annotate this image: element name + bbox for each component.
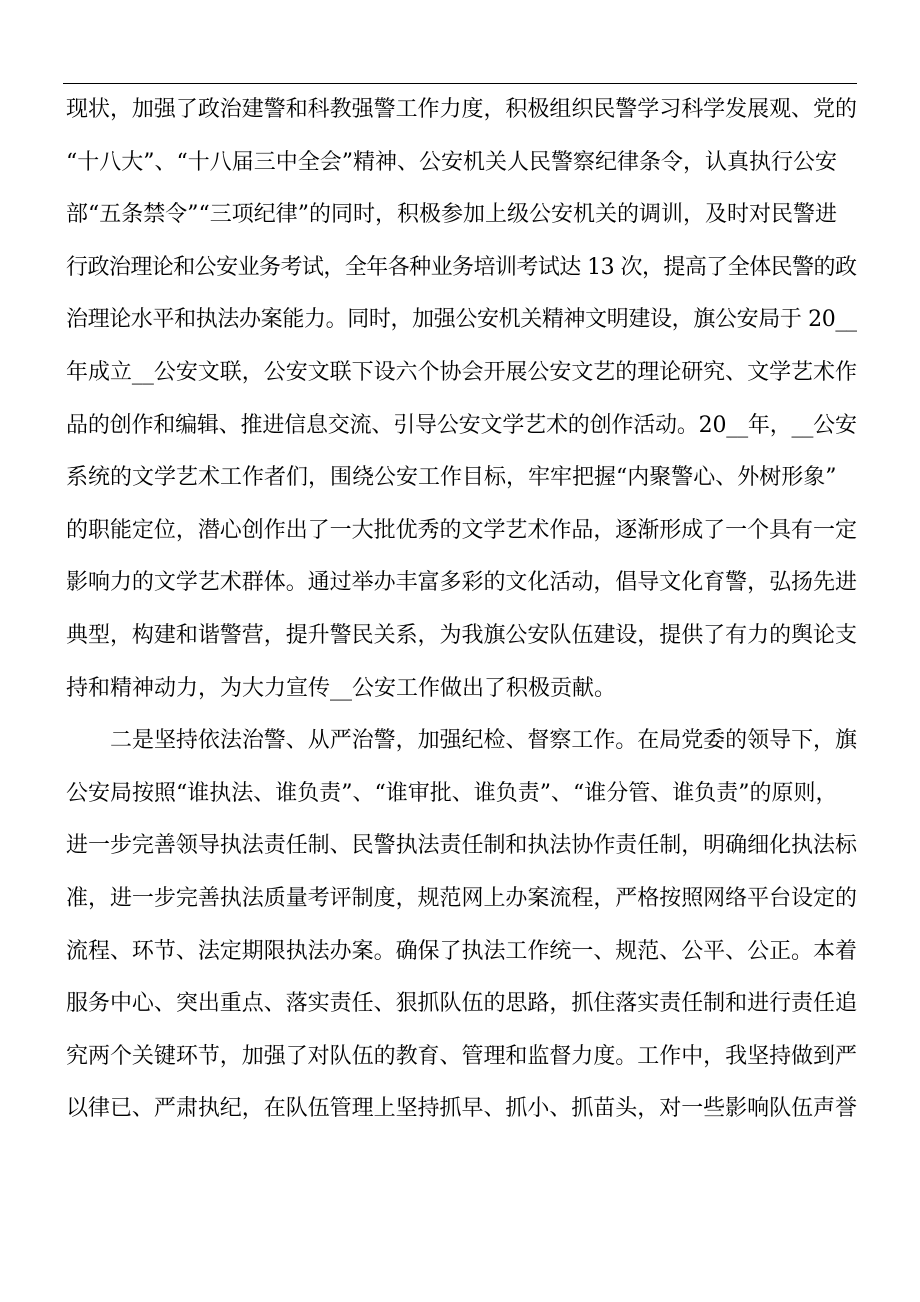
text-line: 现状，加强了政治建警和科教强警工作力度，积极组织民警学习科学发展观、党的 [66, 97, 857, 122]
text-line: 公安局按照“谁执法、谁负责”、“谁审批、谁负责”、“谁分管、谁负责”的原则， [66, 780, 838, 806]
text-line: 进一步完善领导执法责任制、民警执法责任制和执法协作责任制，明确细化执法标 [66, 833, 857, 859]
text-line: 治理论水平和执法办案能力。同时，加强公安机关精神文明建设，旗公安局于 20__ [66, 307, 857, 333]
text-line: 系统的文学艺术工作者们，围绕公安工作目标，牢牢把握“内聚警心、外树形象” [66, 465, 837, 491]
text-line: 部“五条禁令”“三项纪律”的同时，积极参加上级公安机关的调训，及时对民警进 [66, 202, 837, 228]
text-line: 准，进一步完善执法质量考评制度，规范网上办案流程，严格按照网络平台设定的 [66, 885, 857, 911]
text-line: 品的创作和编辑、推进信息交流、引导公安文学艺术的创作活动。20__年，__公安 [66, 412, 857, 438]
text-line: “十八大”、“十八届三中全会”精神、公安机关人民警察纪律条令，认真执行公安 [66, 149, 837, 175]
text-line: 典型，构建和谐警营，提升警民关系，为我旗公安队伍建设，提供了有力的舆论支 [66, 622, 857, 648]
text-line: 的职能定位，潜心创作出了一大批优秀的文学艺术作品，逐渐形成了一个具有一定 [66, 517, 857, 543]
text-line: 年成立__公安文联，公安文联下设六个协会开展公安文艺的理论研究、文学艺术作 [66, 359, 857, 385]
text-line: 二是坚持依法治警、从严治警，加强纪检、督察工作。在局党委的领导下，旗 [110, 728, 857, 754]
text-line: 行政治理论和公安业务考试，全年各种业务培训考试达 13 次，提高了全体民警的政 [66, 254, 857, 280]
document-body [66, 84, 857, 1136]
text-line: 究两个关键环节，加强了对队伍的教育、管理和监督力度。工作中，我坚持做到严 [66, 1043, 857, 1069]
text-line: 以律已、严肃执纪，在队伍管理上坚持抓早、抓小、抓苗头，对一些影响队伍声誉 [66, 1096, 857, 1122]
text-line: 流程、环节、法定期限执法办案。确保了执法工作统一、规范、公平、公正。本着 [66, 938, 857, 964]
text-line: 持和精神动力，为大力宣传__公安工作做出了积极贡献。 [66, 675, 617, 701]
text-line: 影响力的文学艺术群体。通过举办丰富多彩的文化活动，倡导文化育警，弘扬先进 [66, 570, 857, 596]
text-line: 服务中心、突出重点、落实责任、狠抓队伍的思路，抓住落实责任制和进行责任追 [66, 991, 857, 1017]
